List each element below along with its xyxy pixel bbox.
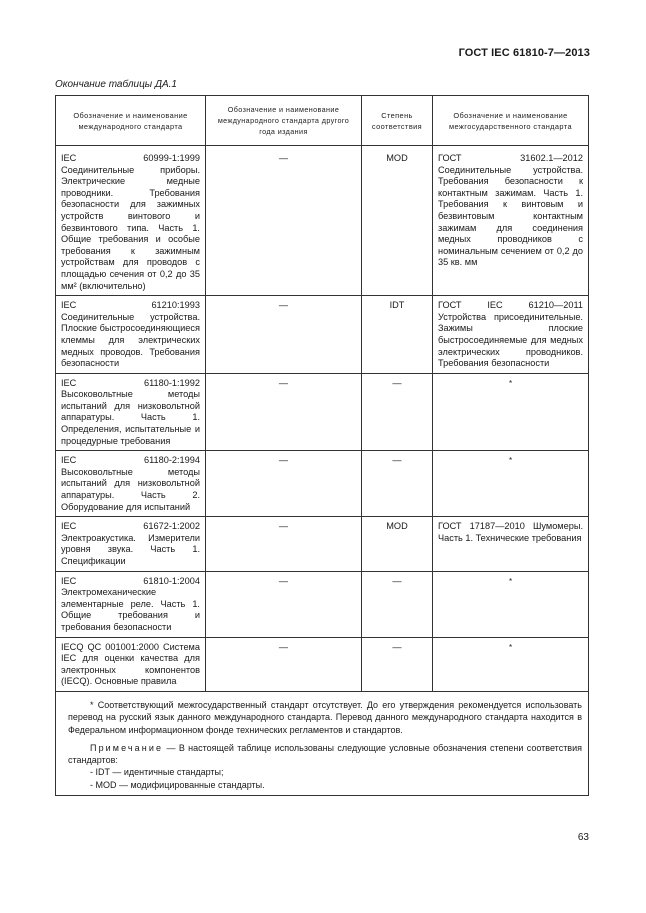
table-row: [56, 451, 589, 517]
interstate-standard-cell: ГОСТ 17187—2010 Шумомеры. Часть 1. Технические требования: [433, 517, 589, 571]
international-standard-cell: IEC 61210:1993 Соединительные устройства. Плоские быстросоединяющиеся клеммы для электрических медных проводов. Требования безопасности: [56, 296, 206, 374]
footnote-text: * Соответствующий межгосударственный стандарт отсутствует. До его утверждения рекомендуется использовать перевод на русский язык данного международного стандарта. Перевод данного международного стандарта находится в Федеральном информационном фонде технических регламентов и стандартов.: [68, 699, 582, 735]
interstate-standard-cell: [433, 637, 589, 691]
table-footnote-row: [56, 691, 589, 795]
other-year-cell: —: [206, 637, 362, 691]
degree-cell: —: [362, 637, 433, 691]
other-year-cell: —: [206, 373, 362, 451]
reference-table: [55, 95, 589, 796]
table-header-row: [56, 96, 589, 146]
note-text: — В настоящей таблице использованы следующие условные обозначения степени соответствия стандартов:: [68, 742, 582, 766]
table-row: [56, 373, 589, 451]
table-row: [56, 637, 589, 691]
other-year-cell: —: [206, 571, 362, 637]
international-standard-cell: IEC 61810-1:2004 Электромеханические элементарные реле. Часть 1. Общие требования и требования безопасности: [56, 571, 206, 637]
international-standard-cell: IEC 60999-1:1999 Соединительные приборы. Электрические медные проводники. Требования безопасности для зажимных устройств винтового и безвинтового типа. Часть 1. Общие требования и особые требования к зажимным устройствам для проводов с площадью сечения от 0,2 до 35 мм² (включительно): [56, 146, 206, 296]
interstate-standard-cell: ГОСТ 31602.1—2012 Соединительные устройства. Требования безопасности к контактным зажимам. Часть 1. Требования к винтовым и безвинтовым контактным зажимам для соединения медных проводников с номинальным сечением от 0,2 до 35 кв. мм: [433, 146, 589, 296]
table-row: [56, 571, 589, 637]
footnote-marker: *: [508, 378, 513, 388]
other-year-cell: —: [206, 146, 362, 296]
interstate-standard-cell: [433, 451, 589, 517]
column-header-degree: Степень соответствия: [362, 96, 433, 146]
interstate-standard-cell: [433, 571, 589, 637]
international-standard-cell: IECQ QC 001001:2000 Система IEC для оценки качества для электронных компонентов (IECQ). Основные правила: [56, 637, 206, 691]
table-row: [56, 296, 589, 374]
page-number: 63: [577, 832, 589, 843]
other-year-cell: —: [206, 296, 362, 374]
footnote-marker: *: [508, 576, 513, 586]
international-standard-cell: IEC 61180-2:1994 Высоковольтные методы испытаний для низковольтной аппаратуры. Часть 2. Оборудование для испытаний: [56, 451, 206, 517]
degree-cell: —: [362, 571, 433, 637]
column-header-international: Обозначение и наименование международного стандарта: [56, 96, 206, 146]
note-label: Примечание: [90, 742, 164, 753]
other-year-cell: —: [206, 451, 362, 517]
interstate-standard-cell: ГОСТ IEC 61210—2011 Устройства присоединительные. Зажимы плоские быстросоединяемые для медных электрических проводников. Требования безопасности: [433, 296, 589, 374]
footnote-cell: [56, 691, 589, 795]
footnote-marker: *: [508, 642, 513, 652]
note-item: - MOD — модифицированные стандарты.: [90, 779, 265, 790]
degree-cell: MOD: [362, 146, 433, 296]
international-standard-cell: IEC 61672-1:2002 Электроакустика. Измерители уровня звука. Часть 1. Спецификации: [56, 517, 206, 571]
document-header: ГОСТ IEC 61810-7—2013: [458, 47, 590, 59]
table-caption: Окончание таблицы ДА.1: [55, 79, 177, 90]
degree-cell: MOD: [362, 517, 433, 571]
other-year-cell: —: [206, 517, 362, 571]
note-paragraph: [68, 742, 582, 767]
column-header-other-year: Обозначение и наименование международного стандарта другого года издания: [206, 96, 362, 146]
degree-cell: —: [362, 451, 433, 517]
table-row: [56, 146, 589, 296]
table-row: [56, 517, 589, 571]
degree-cell: —: [362, 373, 433, 451]
column-header-interstate: Обозначение и наименование межгосударственного стандарта: [433, 96, 589, 146]
note-item: - IDT — идентичные стандарты;: [90, 767, 224, 778]
degree-cell: IDT: [362, 296, 433, 374]
footnote-marker: *: [508, 456, 513, 466]
international-standard-cell: IEC 61180-1:1992 Высоковольтные методы испытаний для низковольтной аппаратуры. Часть 1. Определения, испытательные и процедурные требования: [56, 373, 206, 451]
interstate-standard-cell: [433, 373, 589, 451]
